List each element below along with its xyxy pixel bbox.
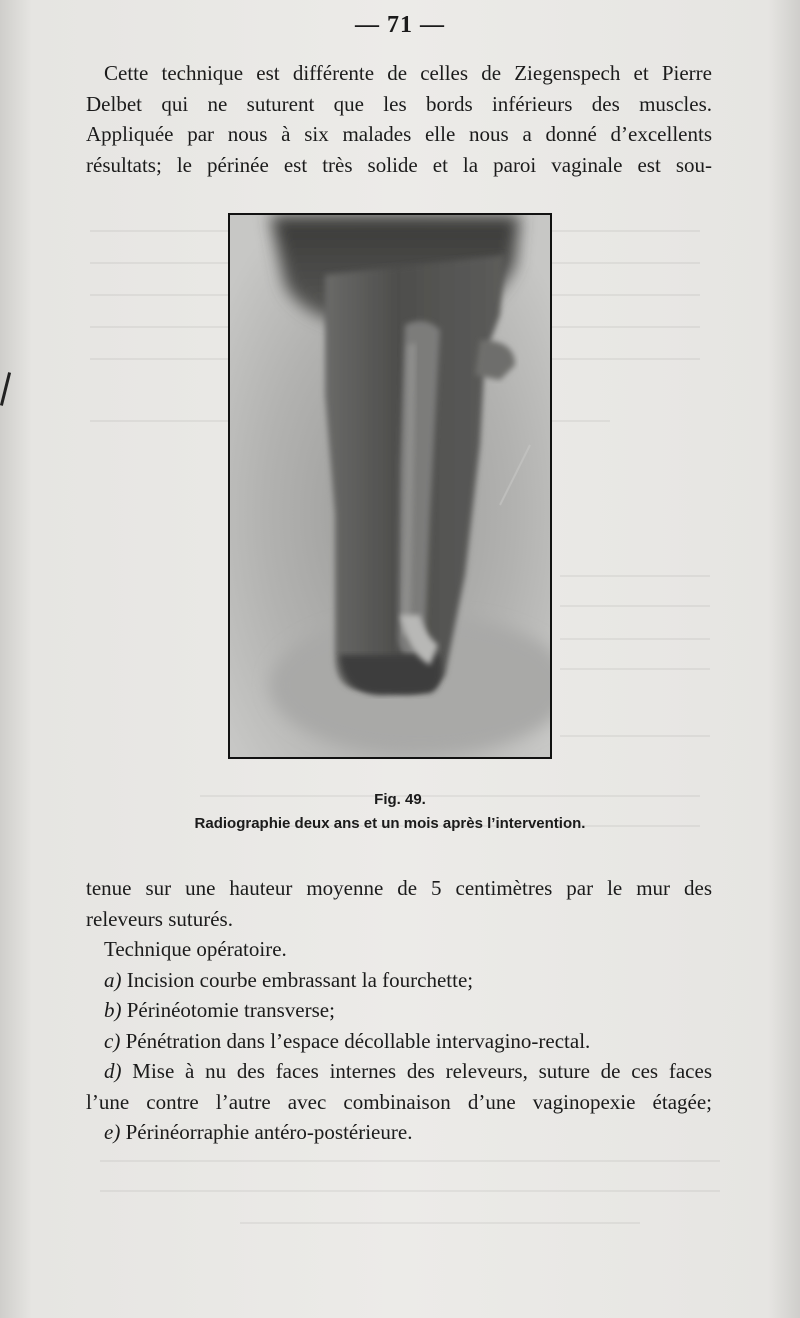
bottom-text	[86, 873, 712, 1148]
text-line: Cette technique est différente de celles de Ziegenspech et Pierre	[104, 61, 712, 85]
section-heading: Technique opératoire.	[104, 937, 287, 961]
radiograph-image	[230, 215, 550, 757]
list-item: d) Mise à nu des faces internes des releveurs, suture de ces faces	[104, 1059, 712, 1083]
text-line: l’une contre l’autre avec combinaison d’une vaginopexie étagée;	[86, 1089, 712, 1114]
text-line: releveurs suturés.	[86, 906, 233, 931]
text-line: Appliquée par nous à six malades elle nous a donné d’excellents	[86, 122, 712, 146]
figure-number: Fig. 49.	[374, 791, 426, 808]
text-line: Delbet qui ne suturent que les bords inférieurs des muscles.	[86, 91, 712, 116]
top-paragraph	[86, 58, 712, 180]
figure-caption: Radiographie deux ans et un mois après l’intervention.	[194, 815, 586, 832]
radiograph-figure	[228, 213, 552, 759]
page-number: — 71 —	[355, 12, 445, 38]
list-item: e) Périnéorraphie antéro-postérieure.	[104, 1120, 413, 1144]
list-item: a) Incision courbe embrassant la fourchette;	[104, 967, 474, 992]
list-item: c) Pénétration dans l’espace décollable intervagino-rectal.	[104, 1028, 591, 1053]
list-item: b) Périnéotomie transverse;	[104, 998, 335, 1022]
margin-pencil-mark	[0, 372, 11, 406]
text-line: résultats; le périnée est très solide et la paroi vaginale est sou-	[86, 152, 712, 177]
text-line: tenue sur une hauteur moyenne de 5 centimètres par le mur des	[86, 876, 712, 900]
